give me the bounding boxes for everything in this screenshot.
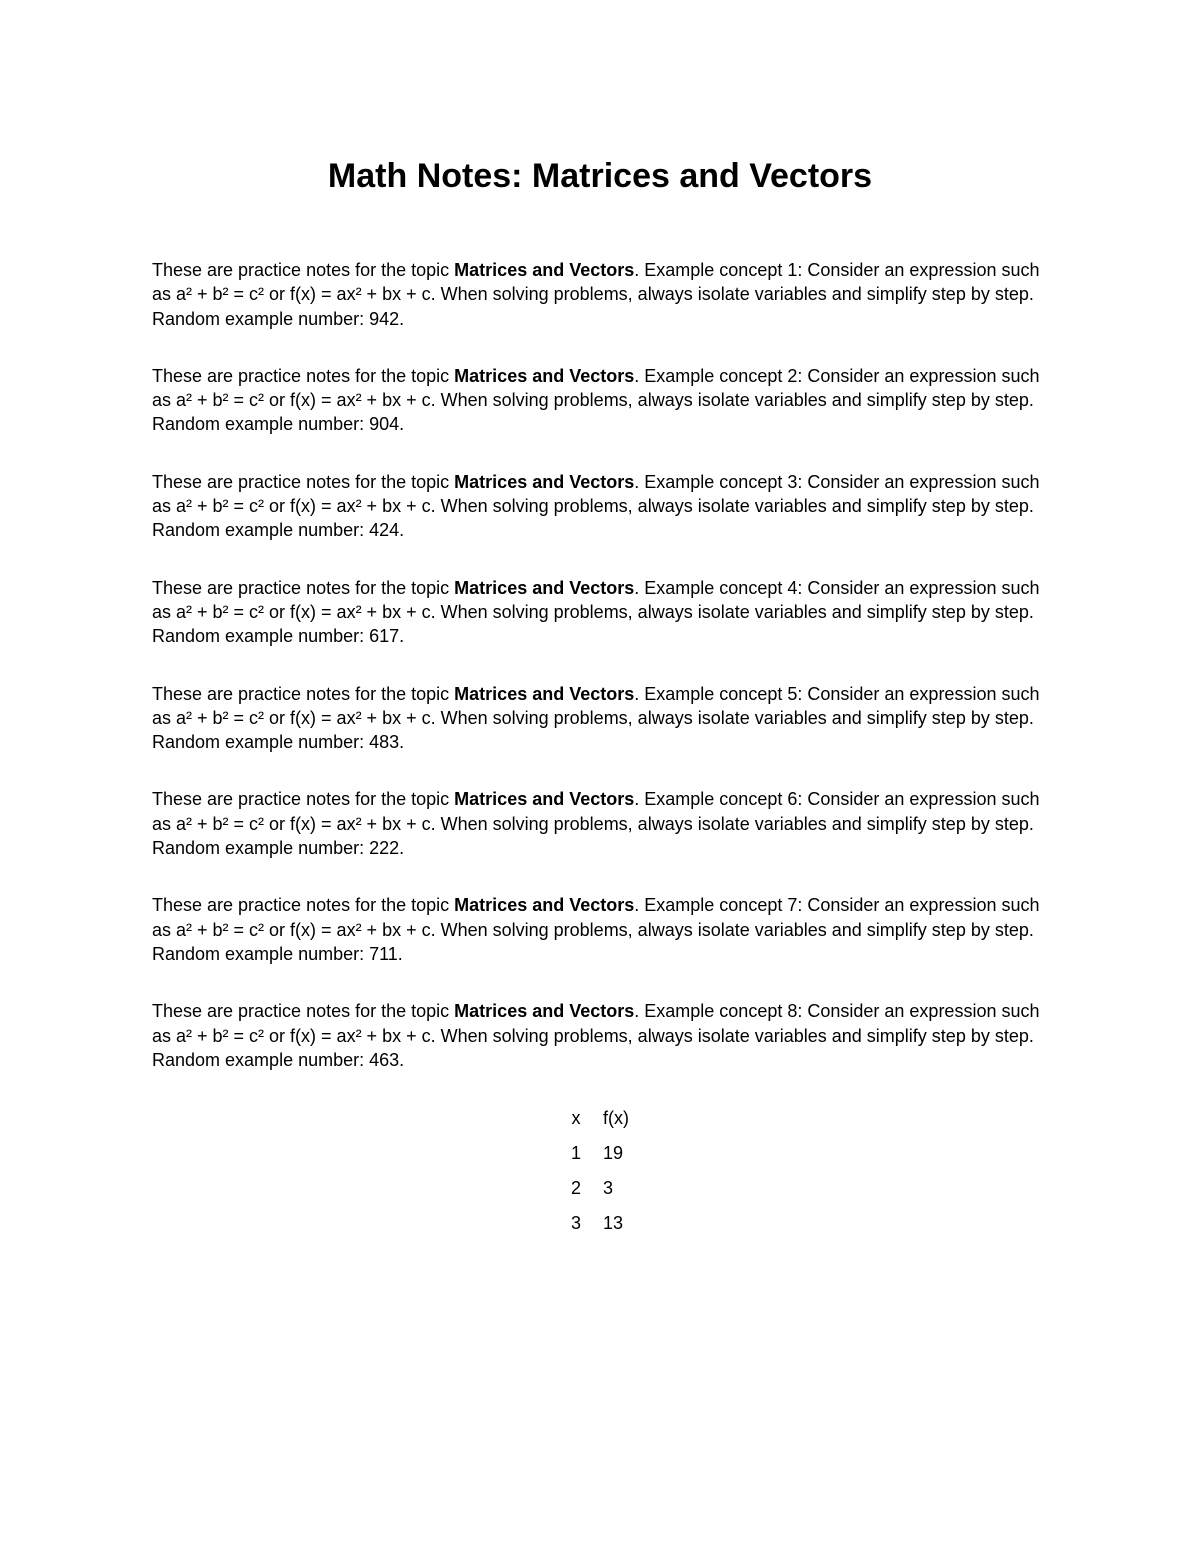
table-header-fx: f(x): [603, 1107, 629, 1128]
paragraph-lead: These are practice notes for the topic: [152, 577, 455, 598]
paragraph-tail: . Example concept 7: Consider an expression such as a² + b² = c² or f(x) = ax² + bx + c. When solving problems, always isolate variables and simplify step by step. Random example number: 711.: [152, 895, 1045, 964]
table-cell-fx: 19: [603, 1142, 624, 1163]
table-cell-fx: 3: [603, 1177, 614, 1198]
paragraph-lead: These are practice notes for the topic: [152, 895, 455, 916]
paragraph-topic: Matrices and Vectors: [454, 1001, 635, 1022]
table-cell-x: 2: [570, 1177, 581, 1198]
notes-paragraph: [152, 470, 1052, 543]
paragraph-topic: Matrices and Vectors: [454, 895, 635, 916]
paragraph-lead: These are practice notes for the topic: [152, 471, 455, 492]
paragraph-tail: . Example concept 2: Consider an expression such as a² + b² = c² or f(x) = ax² + bx + c. When solving problems, always isolate variables and simplify step by step. Random example number: 904.: [152, 365, 1045, 435]
paragraph-topic: Matrices and Vectors: [454, 577, 635, 598]
paragraph-tail: . Example concept 8: Consider an expression such as a² + b² = c² or f(x) = ax² + bx + c. When solving problems, always isolate variables and simplify step by step. Random example number: 463.: [152, 1001, 1045, 1070]
table-row: [561, 1170, 663, 1205]
notes-paragraph: [152, 364, 1052, 437]
paragraph-tail: . Example concept 1: Consider an expression such as a² + b² = c² or f(x) = ax² + bx + c. When solving problems, always isolate variables and simplify step by step. Random example number: 942.: [152, 260, 1045, 329]
paragraph-lead: These are practice notes for the topic: [152, 365, 455, 386]
paragraph-tail: . Example concept 3: Consider an expression such as a² + b² = c² or f(x) = ax² + bx + c. When solving problems, always isolate variables and simplify step by step. Random example number: 424.: [152, 471, 1045, 541]
notes-paragraph: [152, 576, 1052, 649]
paragraph-lead: These are practice notes for the topic: [152, 789, 455, 810]
paragraph-tail: . Example concept 6: Consider an expression such as a² + b² = c² or f(x) = ax² + bx + c. When solving problems, always isolate variables and simplify step by step. Random example number: 222.: [152, 789, 1045, 859]
notes-paragraph: [152, 893, 1052, 966]
notes-paragraph: [152, 999, 1052, 1072]
paragraph-lead: These are practice notes for the topic: [152, 683, 455, 704]
paragraph-lead: These are practice notes for the topic: [152, 1001, 455, 1022]
table-row: [561, 1205, 663, 1240]
table-header-row: [561, 1100, 663, 1135]
table-header-x: x: [571, 1107, 581, 1128]
paragraph-tail: . Example concept 4: Consider an expression such as a² + b² = c² or f(x) = ax² + bx + c. When solving problems, always isolate variables and simplify step by step. Random example number: 617.: [152, 577, 1045, 647]
paragraph-topic: Matrices and Vectors: [454, 260, 635, 280]
paragraph-lead: These are practice notes for the topic: [152, 260, 455, 280]
document-title: Math Notes: Matrices and Vectors: [327, 157, 873, 195]
table-cell-fx: 13: [603, 1212, 624, 1233]
paragraph-topic: Matrices and Vectors: [454, 789, 635, 810]
notes-paragraph: [152, 682, 1052, 755]
table-cell-x: 1: [570, 1142, 581, 1163]
notes-paragraph: [152, 258, 1052, 331]
function-values-table: [561, 1100, 663, 1240]
document-body: [152, 258, 1052, 1105]
paragraph-topic: Matrices and Vectors: [454, 471, 635, 492]
paragraph-topic: Matrices and Vectors: [454, 683, 635, 704]
paragraph-topic: Matrices and Vectors: [454, 365, 635, 386]
table-row: [561, 1135, 663, 1170]
table-cell-x: 3: [570, 1212, 581, 1233]
paragraph-tail: . Example concept 5: Consider an expression such as a² + b² = c² or f(x) = ax² + bx + c. When solving problems, always isolate variables and simplify step by step. Random example number: 483.: [152, 683, 1045, 753]
notes-paragraph: [152, 787, 1052, 860]
